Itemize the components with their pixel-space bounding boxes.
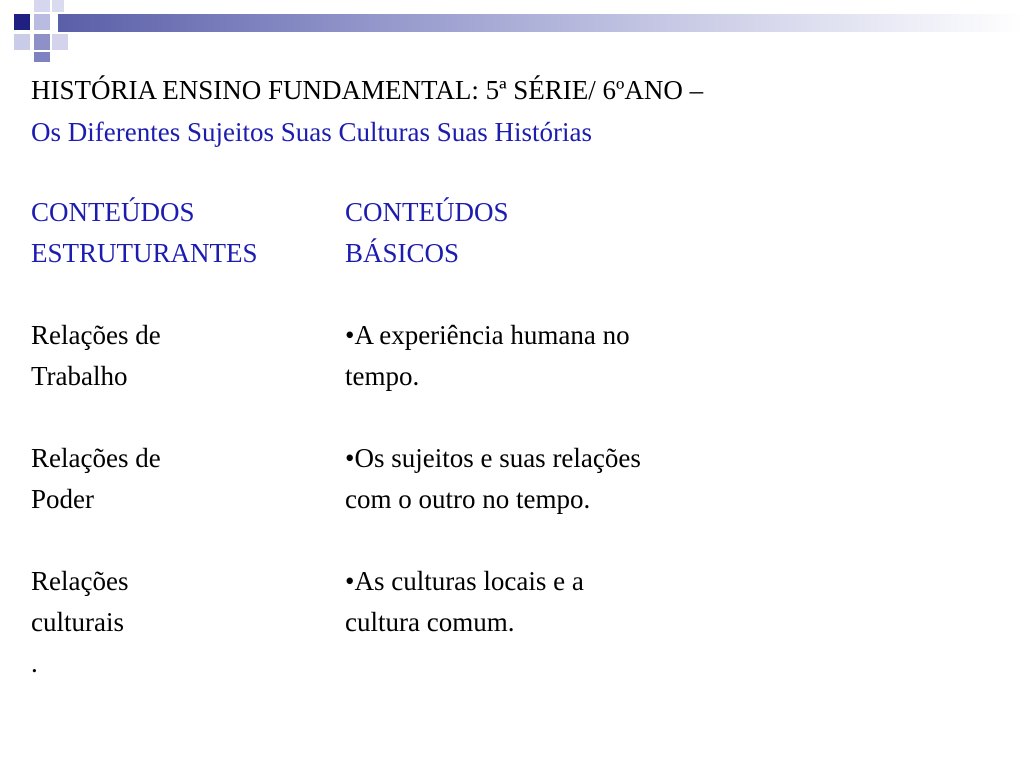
decorative-square [34, 0, 50, 12]
slide-title: HISTÓRIA ENSINO FUNDAMENTAL: 5ª SÉRIE/ 6ºANO – [31, 75, 704, 105]
decorative-square [34, 14, 50, 30]
list-item [31, 315, 341, 397]
item-line: •A experiência humana no [345, 320, 630, 350]
heading-line: CONTEÚDOS [31, 197, 195, 227]
item-line: com o outro no tempo. [345, 484, 591, 514]
heading-line: ESTRUTURANTES [31, 238, 258, 268]
decorative-square [34, 52, 50, 62]
list-item [31, 438, 341, 520]
header-gradient-bar [58, 14, 1024, 32]
decorative-square [34, 34, 50, 50]
heading-line: CONTEÚDOS [345, 197, 509, 227]
list-item [345, 315, 765, 397]
item-line: Relações de [31, 320, 161, 350]
decorative-square [52, 34, 68, 50]
right-column-heading [345, 192, 765, 274]
left-column-heading [31, 192, 341, 274]
decorative-square [52, 0, 64, 12]
item-line: Trabalho [31, 361, 128, 391]
item-line: Poder [31, 484, 94, 514]
item-line: Relações de [31, 443, 161, 473]
slide-subtitle: Os Diferentes Sujeitos Suas Culturas Suas Histórias [31, 117, 592, 147]
right-column [345, 192, 765, 643]
decorative-square [14, 34, 30, 50]
item-line: culturais [31, 607, 124, 637]
list-item [31, 561, 341, 684]
item-line: tempo. [345, 361, 420, 391]
list-item [345, 438, 765, 520]
heading-line: BÁSICOS [345, 238, 460, 268]
item-line: . [31, 648, 38, 678]
item-line: •As culturas locais e a [345, 566, 584, 596]
decorative-square [14, 14, 30, 30]
left-column [31, 192, 341, 684]
item-line: •Os sujeitos e suas relações [345, 443, 641, 473]
item-line: Relações [31, 566, 129, 596]
item-line: cultura comum. [345, 607, 515, 637]
list-item [345, 561, 765, 643]
